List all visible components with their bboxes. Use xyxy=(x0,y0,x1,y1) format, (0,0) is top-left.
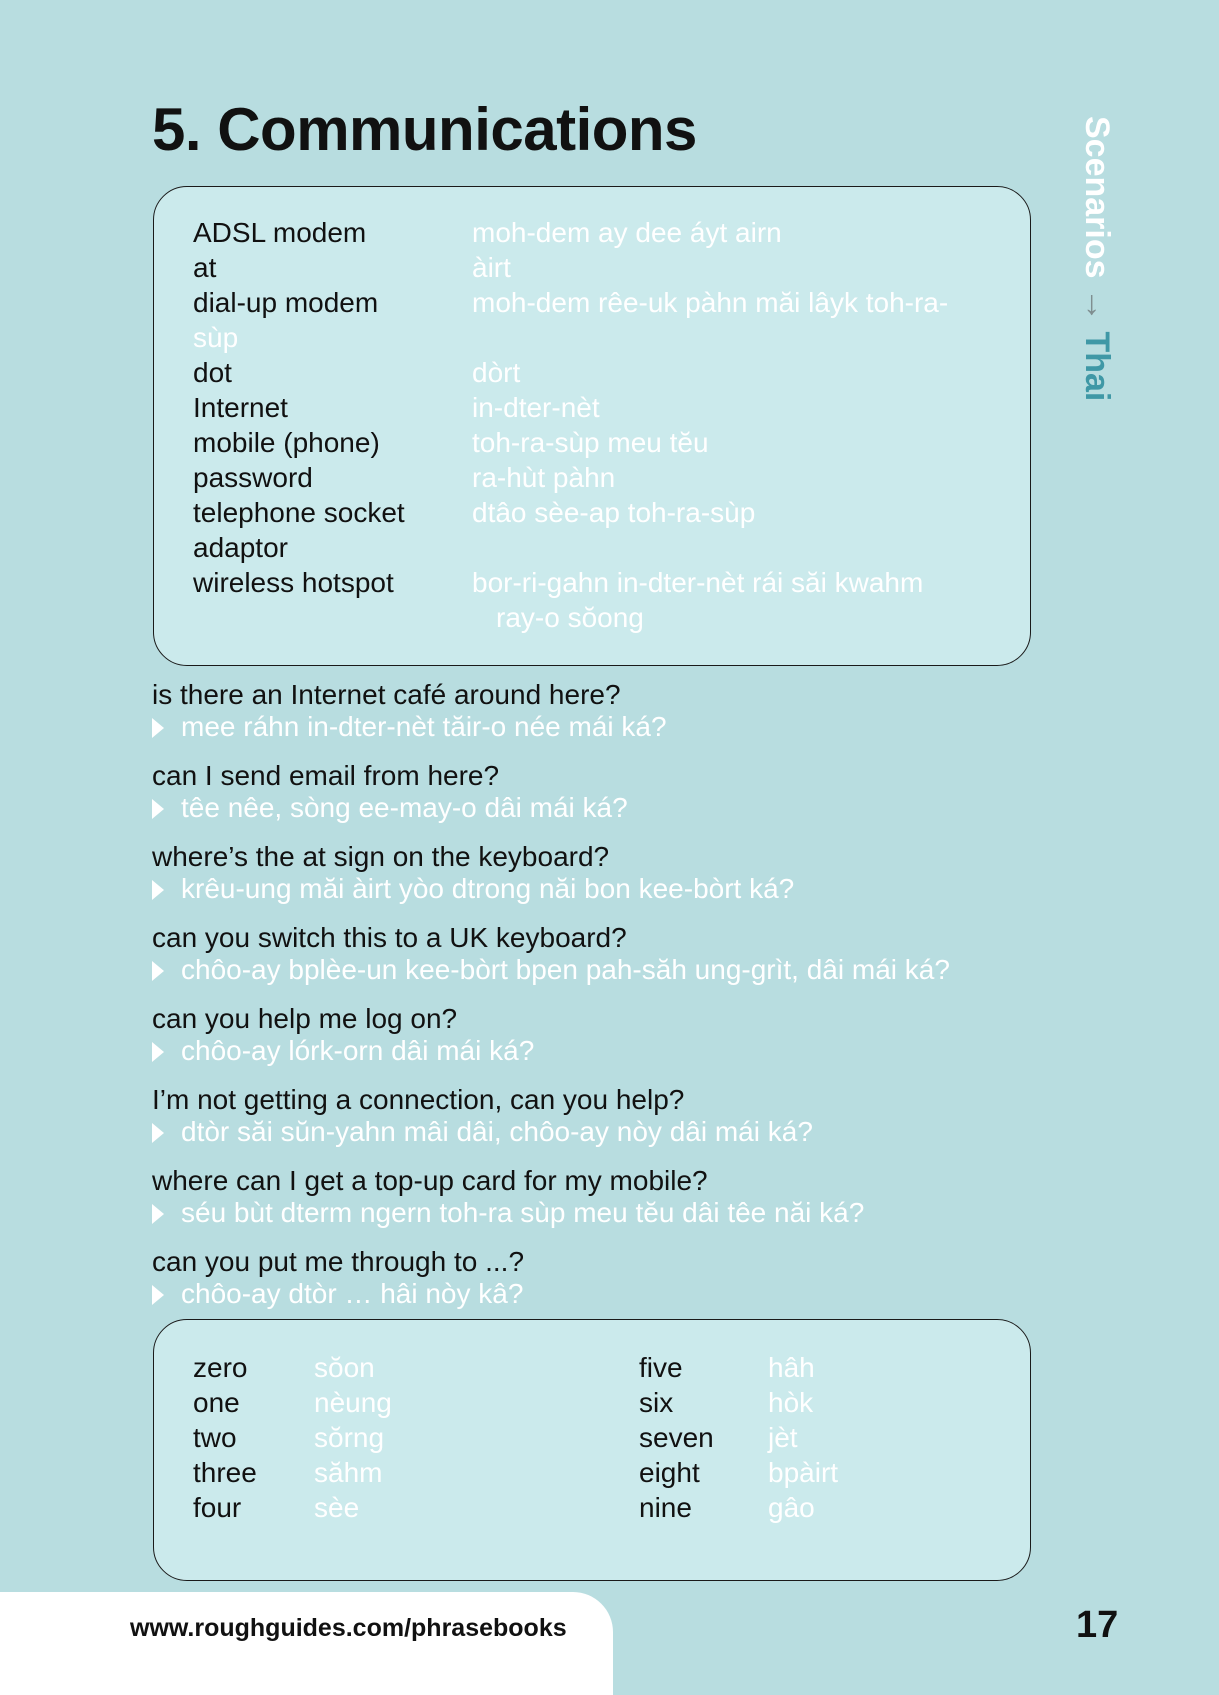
page-title: 5. Communications xyxy=(152,96,697,163)
play-arrow-icon xyxy=(152,961,164,981)
vocab-translation: moh-dem ay dee áyt airn xyxy=(472,217,782,248)
number-translation: hâh xyxy=(768,1352,815,1383)
phrase-answer xyxy=(152,1115,813,1149)
vocab-translation-wrap: ray-o sŏong xyxy=(496,602,644,633)
vocab-translation-wrap: sùp xyxy=(193,322,239,353)
footer-url-link[interactable]: www.roughguides.com/phrasebooks xyxy=(130,1614,567,1642)
section-tab-label: Scenarios xyxy=(1078,116,1116,279)
numbers-box xyxy=(153,1319,1031,1581)
vocab-term: at xyxy=(193,252,217,283)
number-word: three xyxy=(193,1457,257,1488)
play-arrow-icon xyxy=(152,1042,164,1062)
vocab-term: Internet xyxy=(193,392,288,423)
number-translation: nèung xyxy=(314,1387,392,1418)
play-arrow-icon xyxy=(152,1204,164,1224)
phrase-answer xyxy=(152,953,950,987)
vocab-translation: toh-ra-sùp meu tĕu xyxy=(472,427,709,458)
phrase-answer-text: séu bùt dterm ngern toh-ra sùp meu tĕu dâi têe năi ká? xyxy=(181,1197,865,1228)
page-number: 17 xyxy=(1076,1604,1119,1646)
number-translation: sŏrng xyxy=(314,1422,385,1453)
number-word: nine xyxy=(639,1492,692,1523)
phrase-answer xyxy=(152,1277,523,1311)
number-word: six xyxy=(639,1387,674,1418)
number-translation: hòk xyxy=(768,1387,814,1418)
phrase-answer-text: dtòr săi sŭn-yahn mâi dâi, chôo-ay nòy dâi mái ká? xyxy=(181,1116,813,1147)
phrase-question: can you switch this to a UK keyboard? xyxy=(152,922,627,953)
vocab-term: dial-up modem xyxy=(193,287,379,318)
vocab-translation: dòrt xyxy=(472,357,521,388)
phrase-question: I’m not getting a connection, can you help? xyxy=(152,1084,685,1115)
number-word: five xyxy=(639,1352,683,1383)
vocab-term: password xyxy=(193,462,313,493)
phrase-answer xyxy=(152,791,628,825)
vocab-term-wrap: adaptor xyxy=(193,532,288,563)
vocab-term: wireless hotspot xyxy=(193,567,394,598)
phrase-question: can I send email from here? xyxy=(152,760,500,791)
number-word: eight xyxy=(639,1457,700,1488)
play-arrow-icon xyxy=(152,718,164,738)
vocab-term: dot xyxy=(193,357,232,388)
number-translation: sèe xyxy=(314,1492,360,1523)
phrase-answer xyxy=(152,872,794,906)
number-word: seven xyxy=(639,1422,714,1453)
number-translation: sŏon xyxy=(314,1352,375,1383)
vocab-translation: moh-dem rêe-uk pàhn măi lâyk toh-ra- xyxy=(472,287,949,318)
play-arrow-icon xyxy=(152,799,164,819)
phrase-question: where’s the at sign on the keyboard? xyxy=(152,841,610,872)
number-word: one xyxy=(193,1387,240,1418)
number-word: zero xyxy=(193,1352,248,1383)
phrase-answer-text: têe nêe, sòng ee-may-o dâi mái ká? xyxy=(181,792,628,823)
vocab-translation: bor-ri-gahn in-dter-nèt rái săi kwahm xyxy=(472,567,924,598)
phrase-question: can you put me through to ...? xyxy=(152,1246,525,1277)
phrase-answer xyxy=(152,710,667,744)
phrase-answer-text: chôo-ay dtòr … hâi nòy kâ? xyxy=(181,1278,524,1309)
number-translation: jèt xyxy=(768,1422,798,1453)
vocab-translation: dtâo sèe-ap toh-ra-sùp xyxy=(472,497,756,528)
arrow-icon: → xyxy=(1078,287,1116,322)
vocab-translation: ra-hùt pàhn xyxy=(472,462,616,493)
section-tab xyxy=(1080,116,1114,401)
phrase-answer xyxy=(152,1196,864,1230)
play-arrow-icon xyxy=(152,1123,164,1143)
vocab-term: ADSL modem xyxy=(193,217,367,248)
phrase-answer-text: chôo-ay lórk-orn dâi mái ká? xyxy=(181,1035,535,1066)
number-translation: bpàirt xyxy=(768,1457,839,1488)
phrase-answer-text: chôo-ay bplèe-un kee-bòrt bpen pah-săh ung-grìt, dâi mái ká? xyxy=(181,954,950,985)
number-word: two xyxy=(193,1422,237,1453)
play-arrow-icon xyxy=(152,1285,164,1305)
number-translation: gâo xyxy=(768,1492,815,1523)
footer-tab xyxy=(0,1592,613,1695)
phrase-question: where can I get a top-up card for my mobile? xyxy=(152,1165,708,1196)
vocab-term: telephone socket xyxy=(193,497,405,528)
phrase-answer-text: krêu-ung măi àirt yòo dtrong năi bon kee-bòrt ká? xyxy=(181,873,795,904)
number-word: four xyxy=(193,1492,242,1523)
number-translation: săhm xyxy=(314,1457,383,1488)
phrase-question: is there an Internet café around here? xyxy=(152,679,621,710)
phrase-answer-text: mee ráhn in-dter-nèt tăir-o née mái ká? xyxy=(181,711,667,742)
vocab-translation: àirt xyxy=(472,252,511,283)
vocab-term: mobile (phone) xyxy=(193,427,380,458)
play-arrow-icon xyxy=(152,880,164,900)
section-tab-language: Thai xyxy=(1078,331,1116,402)
vocab-translation: in-dter-nèt xyxy=(472,392,600,423)
phrase-answer xyxy=(152,1034,534,1068)
phrase-question: can you help me log on? xyxy=(152,1003,458,1034)
